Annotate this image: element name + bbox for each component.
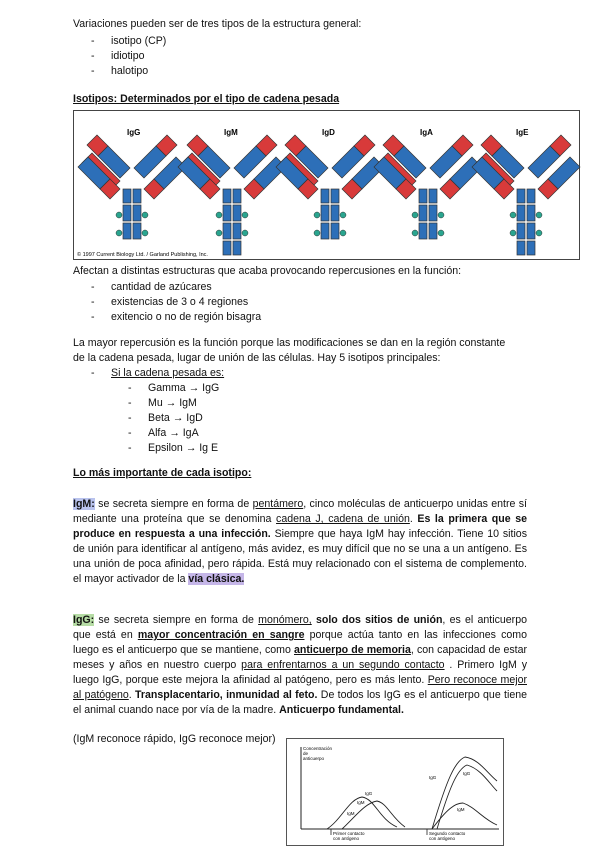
isotipos-heading: Isotipos: Determinados por el tipo de cadena pesada xyxy=(73,93,340,105)
list-item: - Alfa → IgA xyxy=(110,426,370,441)
list-item: - halotipo xyxy=(73,64,373,79)
label-igd: IgD xyxy=(322,128,335,137)
list-item: - Beta → IgD xyxy=(110,411,370,426)
svg-text:IgM: IgM xyxy=(347,811,355,816)
label-igm: IgM xyxy=(224,128,238,137)
list-item: - Gamma → IgG xyxy=(110,381,370,396)
svg-text:anticuerpo: anticuerpo xyxy=(303,756,325,761)
igg-paragraph: IgG: se secreta siempre en forma de monómero, solo dos sitios de unión, es el anticuerpo que está en mayor concentración en sangre porque actúa tanto en las infecciones como luego es el anticuerpo que se mantiene, como anticuerpo de memoria, con capacidad de estar meses y años en nuestro cuerpo para enfrentarnos a un segundo contacto . Primero IgM y luego IgG, porque este mejora la afinidad al patógeno, pero es más lento. Pero reconoce mejor al patógeno. Transplacentario, inmunidad al feto. De todos los IgG es el anticuerpo que tiene el animal cuando nace por vía de la madre. Anticuerpo fundamental. xyxy=(73,614,528,716)
afectan-line: Afectan a distintas estructuras que acaba provocando repercusiones en la función: xyxy=(73,265,462,277)
figure-credit: © 1997 Current Biology Ltd. / Garland Publishing, Inc. xyxy=(77,252,208,258)
note: (IgM reconoce rápido, IgG reconoce mejor) xyxy=(73,733,276,745)
afectan-list xyxy=(73,280,473,325)
antibody-response-graph xyxy=(286,738,504,846)
svg-text:IgM: IgM xyxy=(357,800,365,805)
antibody-igd xyxy=(276,135,384,239)
antibody-diagram xyxy=(74,111,581,261)
repercusion-line-1: La mayor repercusión es la función porque las modificaciones se dan en la región constante xyxy=(73,337,506,349)
list-item: - Si la cadena pesada es: xyxy=(73,366,373,381)
list-item: - idiotipo xyxy=(73,49,373,64)
svg-text:Segundo contacto: Segundo contacto xyxy=(429,831,466,836)
svg-text:IgG: IgG xyxy=(365,791,373,796)
svg-text:de: de xyxy=(303,751,309,756)
intro-list xyxy=(73,34,373,79)
svg-text:Concentración: Concentración xyxy=(303,746,333,751)
list-item: - cantidad de azúcares xyxy=(73,280,473,295)
svg-text:con antígeno: con antígeno xyxy=(429,836,456,841)
label-iga: IgA xyxy=(420,128,433,137)
curve-secondary-igg xyxy=(432,757,497,829)
svg-text:con antígeno: con antígeno xyxy=(333,836,360,841)
antibody-igm xyxy=(178,135,286,255)
response-chart xyxy=(287,739,505,847)
list-item: - existencias de 3 o 4 regiones xyxy=(73,295,473,310)
importante-heading: Lo más importante de cada isotipo: xyxy=(73,467,252,479)
isotype-figure xyxy=(73,110,580,260)
list-item: - Mu → IgM xyxy=(110,396,370,411)
list-item: - isotipo (CP) xyxy=(73,34,373,49)
igm-tag: IgM: xyxy=(73,498,95,510)
label-igg: IgG xyxy=(127,128,141,137)
igm-paragraph: IgM: se secreta siempre en forma de pentámero, cinco moléculas de anticuerpo unidas entre sí mediante una proteína que se denomina cadena J, cadena de unión. Es la primera que se produce en respuesta a una infección. Siempre que haya IgM hay infección. Tiene 10 sitios de unión para identificar al antígeno, más avidez, es muy difícil que no se una a un antígeno. Es una unión de poca afinidad, pero rápida. Está muy relacionado con el sistema de complemento. el mayor activador de la vía clásica. xyxy=(73,498,528,585)
label-ige: IgE xyxy=(516,128,529,137)
svg-text:IgG: IgG xyxy=(429,775,437,780)
si-list xyxy=(73,366,373,381)
antibody-iga xyxy=(374,135,482,239)
svg-text:IgM: IgM xyxy=(457,807,465,812)
svg-text:IgG: IgG xyxy=(463,771,471,776)
repercusion-line-2: de la cadena pesada, lugar de unión de las células. Hay 5 isotipos principales: xyxy=(73,352,441,364)
intro-line: Variaciones pueden ser de tres tipos de la estructura general: xyxy=(73,18,362,30)
chain-list xyxy=(110,381,370,456)
igg-tag: IgG: xyxy=(73,614,95,626)
antibody-ige xyxy=(472,135,580,255)
svg-text:Primer contacto: Primer contacto xyxy=(333,831,365,836)
antibody-igg xyxy=(78,135,186,239)
list-item: - Epsilon → Ig E xyxy=(110,441,370,456)
list-item: - exitencio o no de región bisagra xyxy=(73,310,473,325)
